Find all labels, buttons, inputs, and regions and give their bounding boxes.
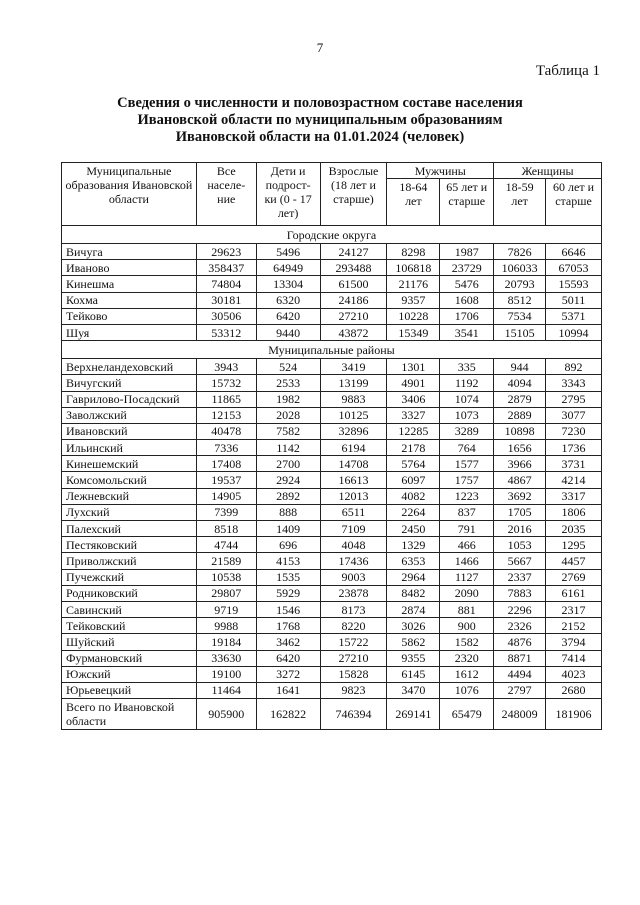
table-row bbox=[62, 375, 602, 391]
value-cell: 2178 bbox=[387, 440, 440, 456]
table-row bbox=[62, 292, 602, 308]
value-cell: 3966 bbox=[494, 456, 546, 472]
table-row bbox=[62, 244, 602, 260]
population-table bbox=[61, 162, 602, 730]
value-cell: 1706 bbox=[440, 308, 494, 324]
value-cell: 15732 bbox=[196, 375, 256, 391]
value-cell: 2700 bbox=[256, 456, 320, 472]
header-women: Женщины bbox=[494, 163, 602, 179]
value-cell: 524 bbox=[256, 359, 320, 375]
section-title: Муниципальные районы bbox=[62, 341, 602, 359]
value-cell: 1641 bbox=[256, 682, 320, 698]
municipality-name: Вичуга bbox=[62, 244, 197, 260]
header-women-60: 60 лет и старше bbox=[546, 179, 602, 226]
table-row bbox=[62, 569, 602, 585]
value-cell: 4023 bbox=[546, 666, 602, 682]
value-cell: 12153 bbox=[196, 407, 256, 423]
value-cell: 1806 bbox=[546, 504, 602, 520]
value-cell: 9357 bbox=[387, 292, 440, 308]
header-total: Все населе-ние bbox=[196, 163, 256, 226]
header-adults: Взрослые (18 лет и старше) bbox=[320, 163, 387, 226]
value-cell: 8298 bbox=[387, 244, 440, 260]
value-cell: 7109 bbox=[320, 521, 387, 537]
value-cell: 5764 bbox=[387, 456, 440, 472]
value-cell: 1074 bbox=[440, 391, 494, 407]
value-cell: 2795 bbox=[546, 391, 602, 407]
table-row bbox=[62, 472, 602, 488]
municipality-name: Шуя bbox=[62, 324, 197, 340]
value-cell: 1053 bbox=[494, 537, 546, 553]
value-cell: 4494 bbox=[494, 666, 546, 682]
document-title bbox=[0, 95, 640, 146]
value-cell: 1073 bbox=[440, 407, 494, 423]
value-cell: 8482 bbox=[387, 585, 440, 601]
municipality-name: Шуйский bbox=[62, 634, 197, 650]
value-cell: 3541 bbox=[440, 324, 494, 340]
value-cell: 1705 bbox=[494, 504, 546, 520]
value-cell: 61500 bbox=[320, 276, 387, 292]
value-cell: 4153 bbox=[256, 553, 320, 569]
value-cell: 888 bbox=[256, 504, 320, 520]
value-cell: 1466 bbox=[440, 553, 494, 569]
value-cell: 4094 bbox=[494, 375, 546, 391]
total-value: 162822 bbox=[256, 699, 320, 730]
municipality-name: Родниковский bbox=[62, 585, 197, 601]
value-cell: 5667 bbox=[494, 553, 546, 569]
value-cell: 900 bbox=[440, 618, 494, 634]
total-value: 65479 bbox=[440, 699, 494, 730]
value-cell: 9355 bbox=[387, 650, 440, 666]
municipality-name: Юрьевецкий bbox=[62, 682, 197, 698]
value-cell: 43872 bbox=[320, 324, 387, 340]
value-cell: 15349 bbox=[387, 324, 440, 340]
value-cell: 466 bbox=[440, 537, 494, 553]
value-cell: 1127 bbox=[440, 569, 494, 585]
table-header bbox=[62, 163, 602, 226]
total-value: 248009 bbox=[494, 699, 546, 730]
value-cell: 8173 bbox=[320, 601, 387, 617]
value-cell: 1768 bbox=[256, 618, 320, 634]
table-row bbox=[62, 456, 602, 472]
value-cell: 2337 bbox=[494, 569, 546, 585]
value-cell: 14905 bbox=[196, 488, 256, 504]
value-cell: 6320 bbox=[256, 292, 320, 308]
municipality-name: Лухский bbox=[62, 504, 197, 520]
value-cell: 33630 bbox=[196, 650, 256, 666]
header-men-18-64: 18-64 лет bbox=[387, 179, 440, 226]
value-cell: 3026 bbox=[387, 618, 440, 634]
value-cell: 24186 bbox=[320, 292, 387, 308]
municipality-name: Палехский bbox=[62, 521, 197, 537]
value-cell: 67053 bbox=[546, 260, 602, 276]
table-label: Таблица 1 bbox=[535, 63, 600, 79]
value-cell: 29623 bbox=[196, 244, 256, 260]
value-cell: 17408 bbox=[196, 456, 256, 472]
value-cell: 2450 bbox=[387, 521, 440, 537]
value-cell: 5929 bbox=[256, 585, 320, 601]
value-cell: 64949 bbox=[256, 260, 320, 276]
value-cell: 6646 bbox=[546, 244, 602, 260]
value-cell: 2964 bbox=[387, 569, 440, 585]
value-cell: 3794 bbox=[546, 634, 602, 650]
table-body bbox=[62, 226, 602, 730]
value-cell: 3470 bbox=[387, 682, 440, 698]
value-cell: 3731 bbox=[546, 456, 602, 472]
value-cell: 3289 bbox=[440, 423, 494, 439]
header-children: Дети и подрост-ки (0 - 17 лет) bbox=[256, 163, 320, 226]
value-cell: 7534 bbox=[494, 308, 546, 324]
value-cell: 4457 bbox=[546, 553, 602, 569]
value-cell: 2152 bbox=[546, 618, 602, 634]
value-cell: 764 bbox=[440, 440, 494, 456]
value-cell: 1329 bbox=[387, 537, 440, 553]
value-cell: 2090 bbox=[440, 585, 494, 601]
value-cell: 11865 bbox=[196, 391, 256, 407]
value-cell: 3343 bbox=[546, 375, 602, 391]
table-row bbox=[62, 359, 602, 375]
value-cell: 4048 bbox=[320, 537, 387, 553]
value-cell: 1535 bbox=[256, 569, 320, 585]
value-cell: 20793 bbox=[494, 276, 546, 292]
total-value: 181906 bbox=[546, 699, 602, 730]
value-cell: 30506 bbox=[196, 308, 256, 324]
value-cell: 11464 bbox=[196, 682, 256, 698]
value-cell: 15828 bbox=[320, 666, 387, 682]
total-value: 746394 bbox=[320, 699, 387, 730]
municipality-name: Южский bbox=[62, 666, 197, 682]
value-cell: 2892 bbox=[256, 488, 320, 504]
table-row bbox=[62, 682, 602, 698]
value-cell: 7399 bbox=[196, 504, 256, 520]
table-row bbox=[62, 585, 602, 601]
value-cell: 3462 bbox=[256, 634, 320, 650]
municipality-name: Вичугский bbox=[62, 375, 197, 391]
value-cell: 3327 bbox=[387, 407, 440, 423]
title-line: Ивановской области на 01.01.2024 (человек) bbox=[175, 129, 465, 145]
value-cell: 8518 bbox=[196, 521, 256, 537]
value-cell: 7336 bbox=[196, 440, 256, 456]
value-cell: 2889 bbox=[494, 407, 546, 423]
value-cell: 13199 bbox=[320, 375, 387, 391]
value-cell: 2016 bbox=[494, 521, 546, 537]
value-cell: 3692 bbox=[494, 488, 546, 504]
table-row bbox=[62, 276, 602, 292]
value-cell: 6161 bbox=[546, 585, 602, 601]
value-cell: 335 bbox=[440, 359, 494, 375]
value-cell: 2028 bbox=[256, 407, 320, 423]
value-cell: 4876 bbox=[494, 634, 546, 650]
value-cell: 1577 bbox=[440, 456, 494, 472]
value-cell: 837 bbox=[440, 504, 494, 520]
municipality-name: Лежневский bbox=[62, 488, 197, 504]
value-cell: 9883 bbox=[320, 391, 387, 407]
value-cell: 1987 bbox=[440, 244, 494, 260]
value-cell: 2296 bbox=[494, 601, 546, 617]
value-cell: 7582 bbox=[256, 423, 320, 439]
value-cell: 6353 bbox=[387, 553, 440, 569]
value-cell: 881 bbox=[440, 601, 494, 617]
table-row bbox=[62, 260, 602, 276]
value-cell: 12285 bbox=[387, 423, 440, 439]
value-cell: 6420 bbox=[256, 650, 320, 666]
title-line: Сведения о численности и половозрастном составе населения bbox=[117, 95, 523, 111]
value-cell: 1142 bbox=[256, 440, 320, 456]
table-row bbox=[62, 537, 602, 553]
value-cell: 1608 bbox=[440, 292, 494, 308]
municipality-name: Пестяковский bbox=[62, 537, 197, 553]
value-cell: 15105 bbox=[494, 324, 546, 340]
value-cell: 6511 bbox=[320, 504, 387, 520]
table-row bbox=[62, 504, 602, 520]
value-cell: 23729 bbox=[440, 260, 494, 276]
value-cell: 7826 bbox=[494, 244, 546, 260]
municipality-name: Комсомольский bbox=[62, 472, 197, 488]
value-cell: 19184 bbox=[196, 634, 256, 650]
table-row bbox=[62, 407, 602, 423]
value-cell: 6420 bbox=[256, 308, 320, 324]
value-cell: 5862 bbox=[387, 634, 440, 650]
value-cell: 21176 bbox=[387, 276, 440, 292]
value-cell: 1223 bbox=[440, 488, 494, 504]
value-cell: 7414 bbox=[546, 650, 602, 666]
value-cell: 8871 bbox=[494, 650, 546, 666]
section-title: Городские округа bbox=[62, 226, 602, 244]
value-cell: 9988 bbox=[196, 618, 256, 634]
value-cell: 358437 bbox=[196, 260, 256, 276]
value-cell: 3077 bbox=[546, 407, 602, 423]
value-cell: 293488 bbox=[320, 260, 387, 276]
value-cell: 892 bbox=[546, 359, 602, 375]
municipality-name: Кохма bbox=[62, 292, 197, 308]
value-cell: 944 bbox=[494, 359, 546, 375]
municipality-name: Ильинский bbox=[62, 440, 197, 456]
value-cell: 27210 bbox=[320, 650, 387, 666]
header-municipality: Муниципальные образования Ивановской области bbox=[62, 163, 197, 226]
value-cell: 23878 bbox=[320, 585, 387, 601]
value-cell: 5011 bbox=[546, 292, 602, 308]
value-cell: 4214 bbox=[546, 472, 602, 488]
value-cell: 27210 bbox=[320, 308, 387, 324]
municipality-name: Верхнеландеховский bbox=[62, 359, 197, 375]
table-row bbox=[62, 650, 602, 666]
value-cell: 1612 bbox=[440, 666, 494, 682]
value-cell: 1736 bbox=[546, 440, 602, 456]
value-cell: 19100 bbox=[196, 666, 256, 682]
value-cell: 29807 bbox=[196, 585, 256, 601]
value-cell: 13304 bbox=[256, 276, 320, 292]
value-cell: 12013 bbox=[320, 488, 387, 504]
value-cell: 2769 bbox=[546, 569, 602, 585]
value-cell: 106033 bbox=[494, 260, 546, 276]
table-row bbox=[62, 488, 602, 504]
table-row bbox=[62, 601, 602, 617]
value-cell: 17436 bbox=[320, 553, 387, 569]
value-cell: 2680 bbox=[546, 682, 602, 698]
value-cell: 2874 bbox=[387, 601, 440, 617]
value-cell: 16613 bbox=[320, 472, 387, 488]
value-cell: 10898 bbox=[494, 423, 546, 439]
table-row bbox=[62, 308, 602, 324]
value-cell: 4867 bbox=[494, 472, 546, 488]
value-cell: 1295 bbox=[546, 537, 602, 553]
value-cell: 6145 bbox=[387, 666, 440, 682]
value-cell: 9003 bbox=[320, 569, 387, 585]
header-men-65: 65 лет и старше bbox=[440, 179, 494, 226]
table-row bbox=[62, 391, 602, 407]
value-cell: 2035 bbox=[546, 521, 602, 537]
table-row bbox=[62, 521, 602, 537]
value-cell: 19537 bbox=[196, 472, 256, 488]
value-cell: 3406 bbox=[387, 391, 440, 407]
value-cell: 4082 bbox=[387, 488, 440, 504]
value-cell: 2317 bbox=[546, 601, 602, 617]
municipality-name: Пучежский bbox=[62, 569, 197, 585]
value-cell: 53312 bbox=[196, 324, 256, 340]
value-cell: 2533 bbox=[256, 375, 320, 391]
municipality-name: Гаврилово-Посадский bbox=[62, 391, 197, 407]
value-cell: 9719 bbox=[196, 601, 256, 617]
value-cell: 3317 bbox=[546, 488, 602, 504]
value-cell: 15722 bbox=[320, 634, 387, 650]
value-cell: 1192 bbox=[440, 375, 494, 391]
value-cell: 21589 bbox=[196, 553, 256, 569]
value-cell: 10538 bbox=[196, 569, 256, 585]
table-row bbox=[62, 634, 602, 650]
municipality-name: Фурмановский bbox=[62, 650, 197, 666]
value-cell: 9440 bbox=[256, 324, 320, 340]
municipality-name: Тейковский bbox=[62, 618, 197, 634]
value-cell: 1409 bbox=[256, 521, 320, 537]
value-cell: 74804 bbox=[196, 276, 256, 292]
value-cell: 8512 bbox=[494, 292, 546, 308]
table-row bbox=[62, 423, 602, 439]
total-value: 905900 bbox=[196, 699, 256, 730]
value-cell: 24127 bbox=[320, 244, 387, 260]
value-cell: 1076 bbox=[440, 682, 494, 698]
municipality-name: Савинский bbox=[62, 601, 197, 617]
value-cell: 7883 bbox=[494, 585, 546, 601]
header-women-18-59: 18-59 лет bbox=[494, 179, 546, 226]
value-cell: 5476 bbox=[440, 276, 494, 292]
value-cell: 1982 bbox=[256, 391, 320, 407]
value-cell: 5371 bbox=[546, 308, 602, 324]
value-cell: 9823 bbox=[320, 682, 387, 698]
table-row bbox=[62, 618, 602, 634]
value-cell: 10228 bbox=[387, 308, 440, 324]
value-cell: 7230 bbox=[546, 423, 602, 439]
municipality-name: Кинешма bbox=[62, 276, 197, 292]
header-men: Мужчины bbox=[387, 163, 494, 179]
value-cell: 32896 bbox=[320, 423, 387, 439]
value-cell: 2326 bbox=[494, 618, 546, 634]
value-cell: 3272 bbox=[256, 666, 320, 682]
table-row bbox=[62, 666, 602, 682]
total-value: 269141 bbox=[387, 699, 440, 730]
municipality-name: Тейково bbox=[62, 308, 197, 324]
section-row bbox=[62, 341, 602, 359]
municipality-name: Кинешемский bbox=[62, 456, 197, 472]
value-cell: 2797 bbox=[494, 682, 546, 698]
municipality-name: Иваново bbox=[62, 260, 197, 276]
total-row bbox=[62, 699, 602, 730]
value-cell: 3943 bbox=[196, 359, 256, 375]
value-cell: 696 bbox=[256, 537, 320, 553]
section-row bbox=[62, 226, 602, 244]
value-cell: 8220 bbox=[320, 618, 387, 634]
value-cell: 1656 bbox=[494, 440, 546, 456]
value-cell: 15593 bbox=[546, 276, 602, 292]
value-cell: 10994 bbox=[546, 324, 602, 340]
value-cell: 5496 bbox=[256, 244, 320, 260]
value-cell: 106818 bbox=[387, 260, 440, 276]
value-cell: 6097 bbox=[387, 472, 440, 488]
value-cell: 40478 bbox=[196, 423, 256, 439]
title-line: Ивановской области по муниципальным образованиям bbox=[137, 112, 503, 128]
value-cell: 2924 bbox=[256, 472, 320, 488]
municipality-name: Приволжский bbox=[62, 553, 197, 569]
value-cell: 6194 bbox=[320, 440, 387, 456]
value-cell: 30181 bbox=[196, 292, 256, 308]
table-row bbox=[62, 324, 602, 340]
table-row bbox=[62, 553, 602, 569]
value-cell: 2320 bbox=[440, 650, 494, 666]
value-cell: 4901 bbox=[387, 375, 440, 391]
municipality-name: Заволжский bbox=[62, 407, 197, 423]
value-cell: 1546 bbox=[256, 601, 320, 617]
value-cell: 10125 bbox=[320, 407, 387, 423]
value-cell: 4744 bbox=[196, 537, 256, 553]
value-cell: 2879 bbox=[494, 391, 546, 407]
value-cell: 1301 bbox=[387, 359, 440, 375]
value-cell: 791 bbox=[440, 521, 494, 537]
value-cell: 14708 bbox=[320, 456, 387, 472]
municipality-name: Ивановский bbox=[62, 423, 197, 439]
value-cell: 1757 bbox=[440, 472, 494, 488]
value-cell: 3419 bbox=[320, 359, 387, 375]
value-cell: 1582 bbox=[440, 634, 494, 650]
table-row bbox=[62, 440, 602, 456]
page-number: 7 bbox=[316, 40, 324, 55]
value-cell: 2264 bbox=[387, 504, 440, 520]
total-label: Всего по Ивановской области bbox=[62, 699, 197, 730]
